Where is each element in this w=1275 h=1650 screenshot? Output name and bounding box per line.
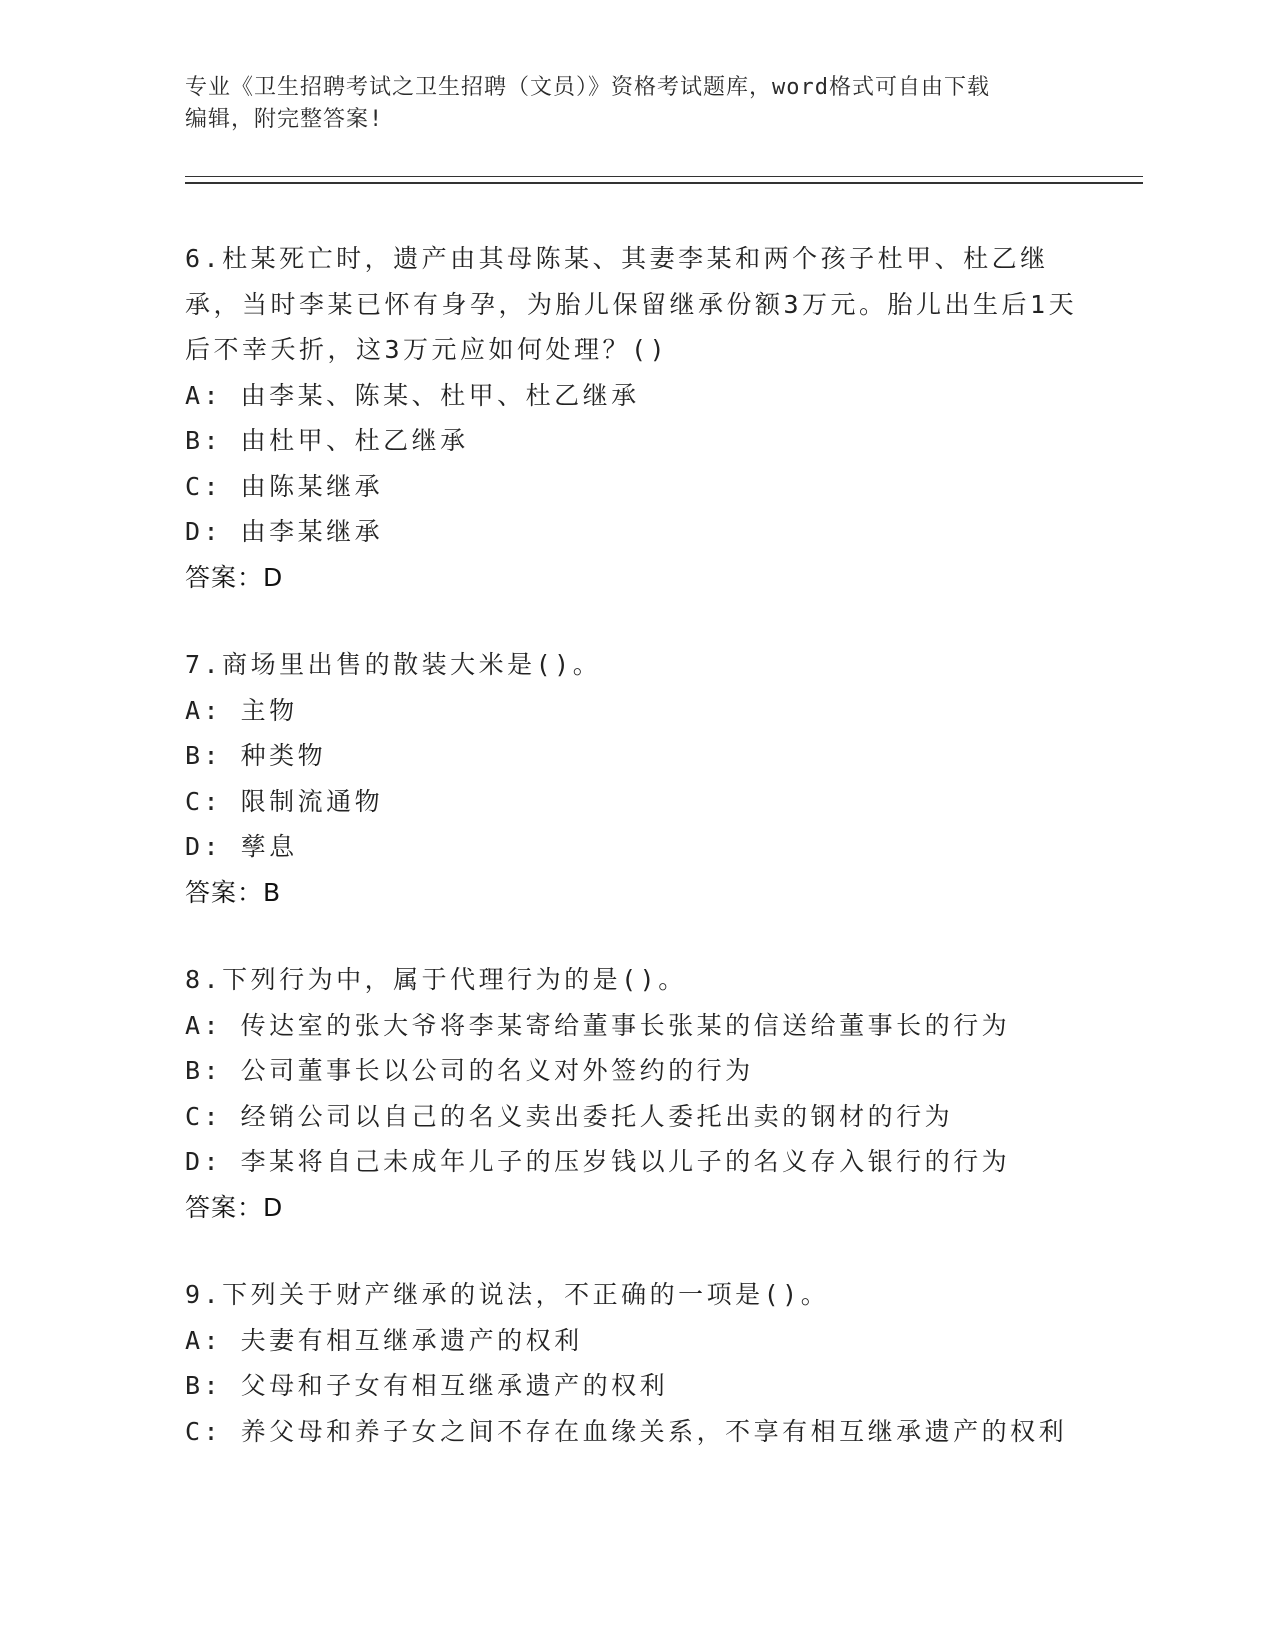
question-9-text: 9.下列关于财产继承的说法，不正确的一项是()。 bbox=[185, 1280, 830, 1309]
question-6-option-c: C: 由陈某继承 bbox=[185, 471, 384, 501]
question-7-option-d: D: 孳息 bbox=[185, 832, 298, 861]
question-6-text: 6.杜某死亡时，遗产由其母陈某、其妻李某和两个孩子杜甲、杜乙继承，当时李某已怀有身孕，为胎儿保留继承份额3万元。胎儿出生后1天后不幸夭折，这3万元应如何处理？() bbox=[185, 244, 1078, 364]
question-8-option-a: A: 传达室的张大爷将李某寄给董事长张某的信送给董事长的行为 bbox=[185, 1010, 1011, 1040]
question-list bbox=[185, 236, 1085, 1496]
question-7-option-a: A: 主物 bbox=[185, 695, 298, 725]
question-9-option-c: C: 养父母和养子女之间不存在血缘关系，不享有相互继承遗产的权利 bbox=[185, 1416, 1068, 1446]
question-6-option-d: D: 由李某继承 bbox=[185, 517, 384, 546]
question-8-text: 8.下列行为中，属于代理行为的是()。 bbox=[185, 965, 687, 994]
question-6 bbox=[185, 236, 1085, 600]
header-line-1: 专业《卫生招聘考试之卫生招聘（文员）》资格考试题库，word格式可自由下载 bbox=[185, 75, 990, 100]
question-9 bbox=[185, 1272, 1085, 1454]
question-6-answer: 答案：D bbox=[185, 562, 284, 592]
question-6-option-b: B: 由杜甲、杜乙继承 bbox=[185, 426, 469, 455]
question-8 bbox=[185, 957, 1085, 1230]
question-7-text: 7.商场里出售的散装大米是()。 bbox=[185, 650, 602, 679]
question-6-option-a: A: 由李某、陈某、杜甲、杜乙继承 bbox=[185, 380, 640, 410]
question-8-option-d: D: 李某将自己未成年儿子的压岁钱以儿子的名义存入银行的行为 bbox=[185, 1147, 1011, 1176]
question-7-answer: 答案：B bbox=[185, 877, 282, 907]
question-9-option-b: B: 父母和子女有相互继承遗产的权利 bbox=[185, 1371, 669, 1400]
question-7 bbox=[185, 642, 1085, 915]
document-header bbox=[185, 72, 1085, 136]
header-line-2: 编辑，附完整答案! bbox=[185, 107, 384, 132]
question-7-option-b: B: 种类物 bbox=[185, 741, 327, 770]
question-8-answer: 答案：D bbox=[185, 1192, 284, 1222]
question-9-option-a: A: 夫妻有相互继承遗产的权利 bbox=[185, 1325, 583, 1355]
question-8-option-b: B: 公司董事长以公司的名义对外签约的行为 bbox=[185, 1056, 754, 1085]
question-7-option-c: C: 限制流通物 bbox=[185, 786, 384, 816]
question-8-option-c: C: 经销公司以自己的名义卖出委托人委托出卖的钢材的行为 bbox=[185, 1101, 954, 1131]
header-divider bbox=[185, 176, 1143, 184]
